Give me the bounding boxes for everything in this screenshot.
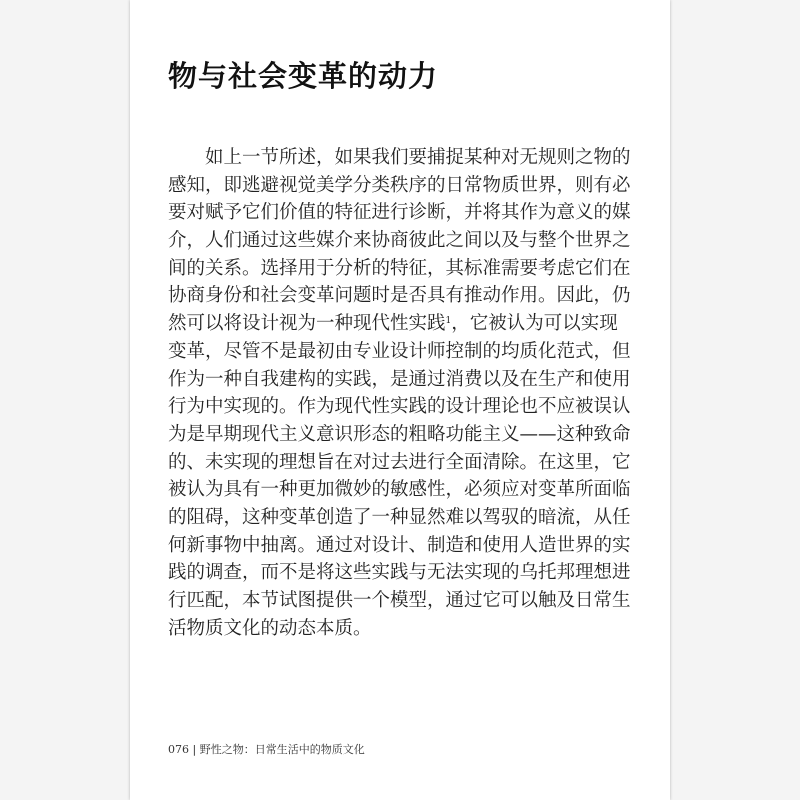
paragraph-line: 的阻碍，这种变革创造了一种显然难以驾驭的暗流，从任	[168, 506, 631, 528]
running-book-title: 野性之物：日常生活中的物质文化	[199, 743, 365, 756]
section-title: 物与社会变革的动力	[168, 59, 439, 93]
paragraph-line: 被认为具有一种更加微妙的敏感性，必须应对变革所面临	[168, 479, 631, 501]
paragraph-line: 协商身份和社会变革问题时是否具有推动作用。因此，仍	[168, 285, 631, 307]
paragraph-line: 如上一节所述，如果我们要捕捉某种对无规则之物的	[205, 147, 631, 168]
paragraph-line-tail: ，它被认为可以实现	[451, 313, 618, 335]
paragraph-line: 为是早期现代主义意识形态的粗略功能主义——这种致命	[168, 423, 631, 445]
paragraph-line-text: 然可以将设计视为一种现代性实践	[168, 313, 446, 335]
page-number: 076	[168, 743, 189, 756]
paragraph-line: 间的关系。选择用于分析的特征，其标准需要考虑它们在	[168, 257, 631, 279]
paragraph-line: 变革，尽管不是最初由专业设计师控制的均质化范式，但	[168, 340, 631, 362]
paragraph-line: 作为一种自我建构的实践，是通过消费以及在生产和使用	[168, 368, 631, 390]
footnote-marker[interactable]: 1	[445, 316, 452, 327]
paragraph-line: 介，人们通过这些媒介来协商彼此之间以及与整个世界之	[168, 230, 631, 252]
body-paragraph	[168, 144, 631, 642]
paragraph-line: 要对赋予它们价值的特征进行诊断，并将其作为意义的媒	[168, 202, 631, 224]
page-footer	[168, 743, 365, 757]
paragraph-line: 的、未实现的理想旨在对过去进行全面清除。在这里，它	[168, 451, 631, 473]
paragraph-line: 感知，即逃避视觉美学分类秩序的日常物质世界，则有必	[168, 174, 631, 196]
footer-separator: |	[192, 743, 197, 756]
book-page	[130, 0, 670, 800]
paragraph-line: 行为中实现的。作为现代性实践的设计理论也不应被误认	[168, 396, 631, 418]
paragraph-line: 活物质文化的动态本质。	[168, 617, 372, 639]
paragraph-line: 行匹配，本节试图提供一个模型，通过它可以触及日常生	[168, 590, 631, 611]
paragraph-line-with-footnote	[168, 310, 618, 338]
paragraph-line: 践的调查，而不是将这些实践与无法实现的乌托邦理想进	[168, 562, 631, 584]
paragraph-line: 何新事物中抽离。通过对设计、制造和使用人造世界的实	[168, 534, 631, 556]
